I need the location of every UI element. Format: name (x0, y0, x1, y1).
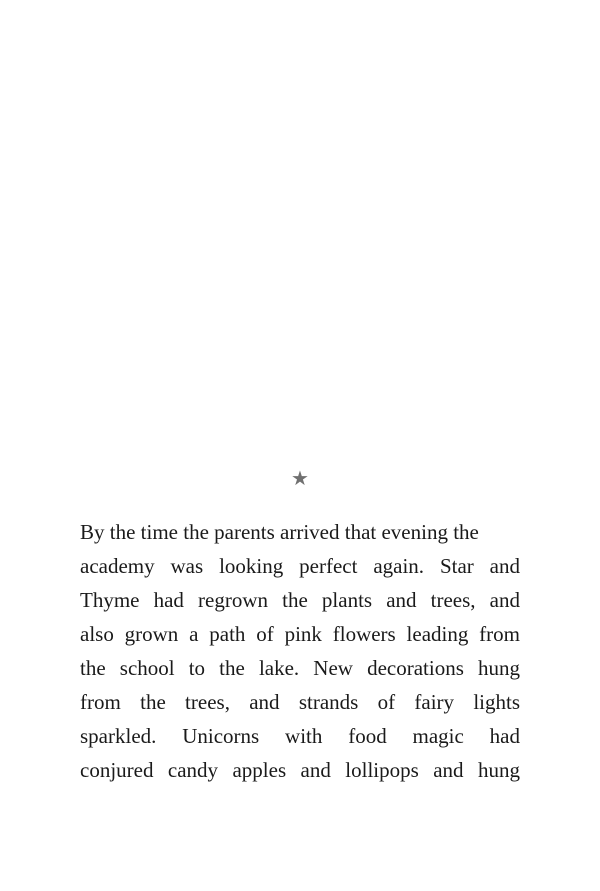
body-paragraph (80, 515, 520, 787)
paragraph-line: also grown a path of pink flowers leading from (80, 622, 520, 646)
paragraph-line: from the trees, and strands of fairy lights (80, 690, 520, 714)
paragraph-line: By the time the parents arrived that evening the (80, 520, 479, 544)
paragraph-line: academy was looking perfect again. Star and (80, 554, 520, 578)
paragraph-line: Thyme had regrown the plants and trees, and (80, 588, 520, 612)
paragraph-line: conjured candy apples and lollipops and hung (80, 758, 520, 782)
paragraph-line: the school to the lake. New decorations hung (80, 656, 520, 680)
star-icon: ★ (291, 466, 309, 490)
paragraph-line: sparkled. Unicorns with food magic had (80, 724, 520, 748)
scene-break (0, 466, 600, 490)
